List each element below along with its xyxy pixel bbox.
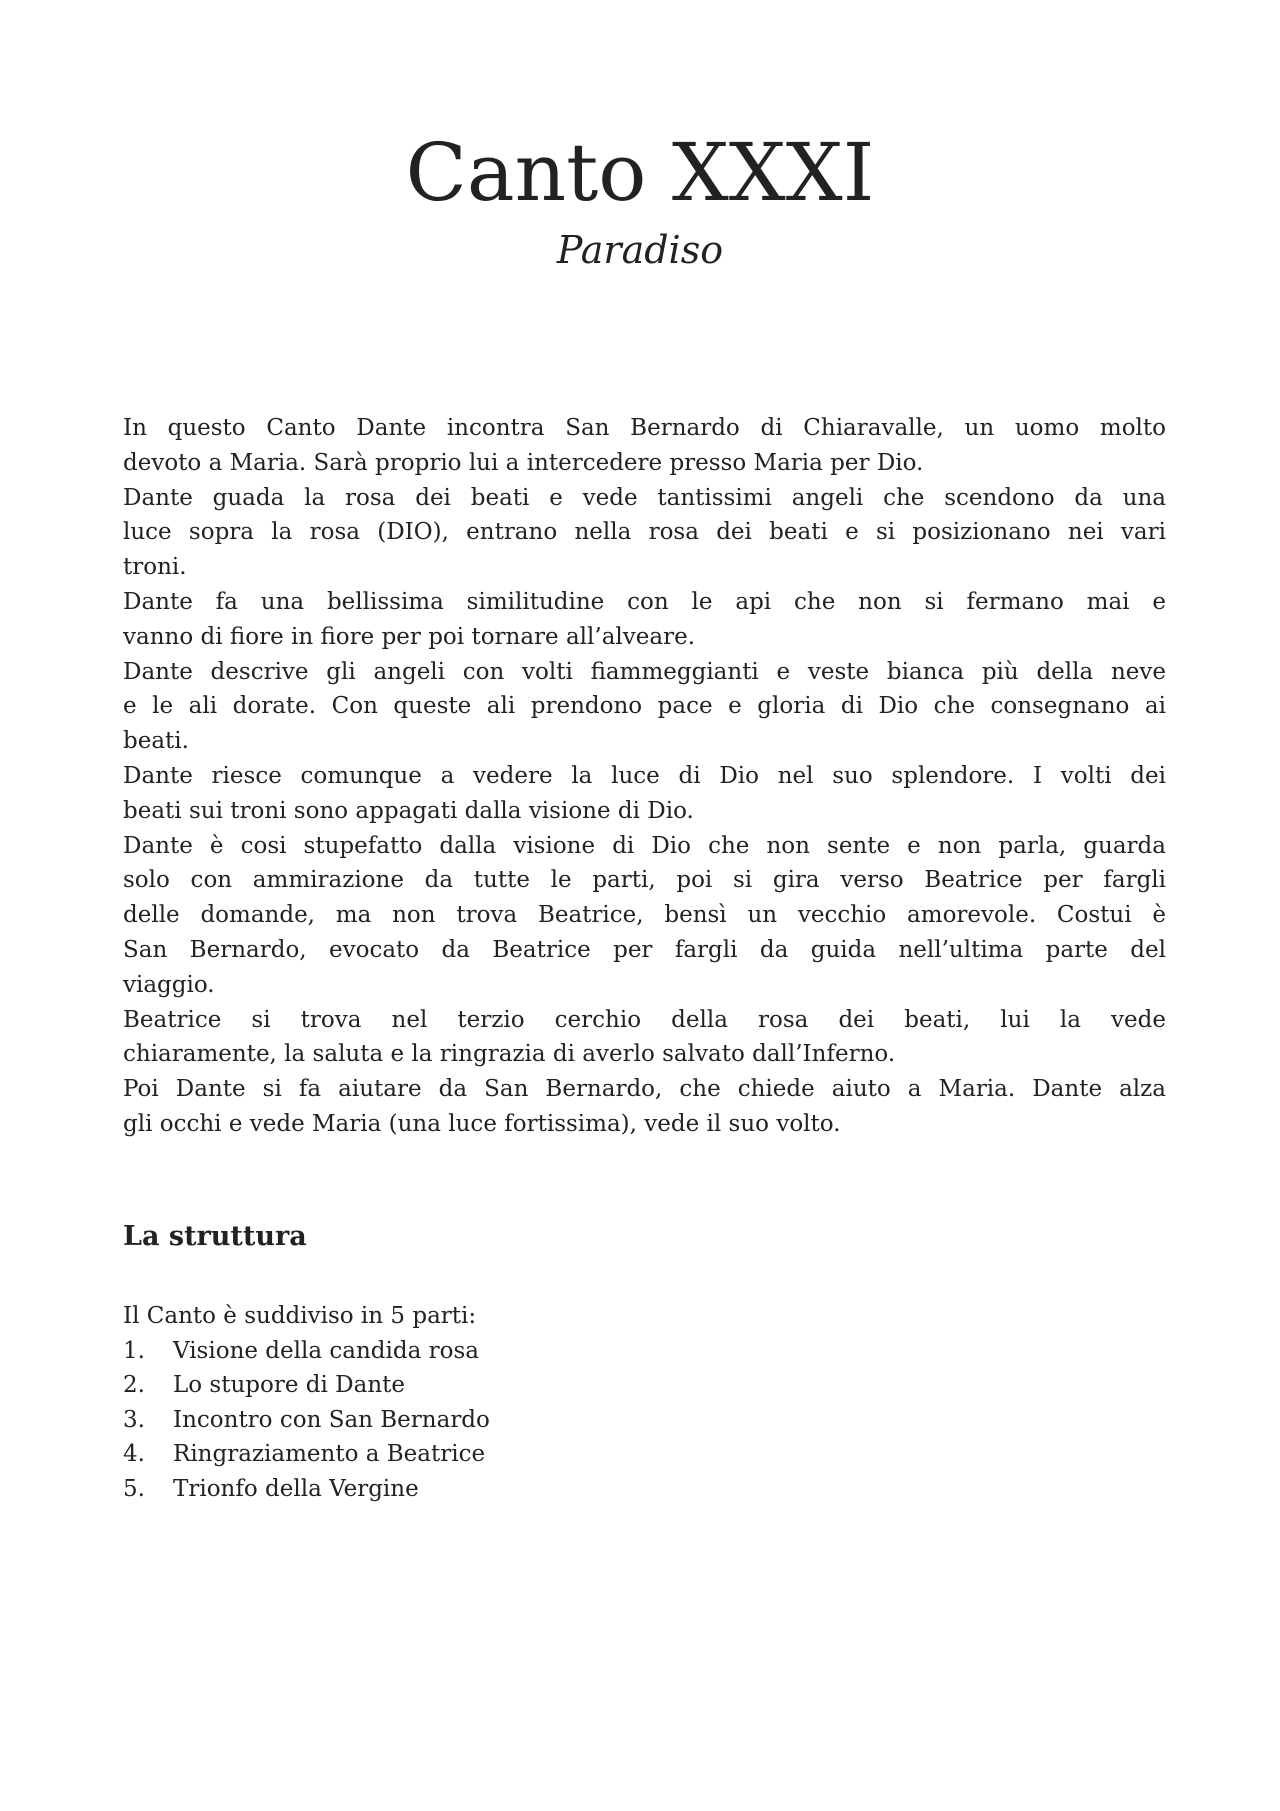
text-line: vanno di fiore in fiore per poi tornare all’alveare. <box>123 623 696 650</box>
text-line: Dante fa una bellissima similitudine con le api che non si fermano mai e <box>123 588 1166 615</box>
text-line: Dante descrive gli angeli con volti fiammeggianti e veste bianca più della neve <box>123 658 1166 685</box>
list-item <box>123 1368 490 1403</box>
list-item-number: 4. <box>123 1441 145 1467</box>
list-item-number: 3. <box>123 1406 145 1433</box>
paragraph <box>123 585 1166 655</box>
text-line: beati sui troni sono appagati dalla visione di Dio. <box>123 797 694 824</box>
section-heading: La struttura <box>123 1221 307 1252</box>
text-line: e le ali dorate. Con queste ali prendono pace e gloria di Dio che consegnano ai <box>123 693 1166 720</box>
paragraph <box>123 1003 1166 1073</box>
text-line: viaggio. <box>123 971 215 998</box>
list-item-number: 2. <box>123 1372 145 1398</box>
text-line: chiaramente, la saluta e la ringrazia di averlo salvato dall’Inferno. <box>123 1041 896 1068</box>
structure-list <box>123 1299 490 1506</box>
text-line: Dante riesce comunque a vedere la luce di Dio nel suo splendore. I volti dei <box>123 762 1166 789</box>
list-item-text: Trionfo della Vergine <box>173 1475 419 1502</box>
text-line: solo con ammirazione da tutte le parti, poi si gira verso Beatrice per fargli <box>123 867 1166 894</box>
list-item <box>123 1437 490 1472</box>
list-intro: Il Canto è suddiviso in 5 parti: <box>123 1303 477 1329</box>
paragraph <box>123 759 1166 829</box>
list-item-number: 5. <box>123 1475 145 1502</box>
text-line: Beatrice si trova nel terzio cerchio della rosa dei beati, lui la vede <box>123 1006 1166 1033</box>
text-line: devoto a Maria. Sarà proprio lui a intercedere presso Maria per Dio. <box>123 449 924 476</box>
text-line: Dante è cosi stupefatto dalla visione di Dio che non sente e non parla, guarda <box>123 832 1166 859</box>
page-subtitle: Paradiso <box>556 228 724 272</box>
list-item-text: Visione della candida rosa <box>173 1337 479 1364</box>
paragraph <box>123 655 1166 759</box>
paragraph <box>123 829 1166 1003</box>
text-line: Poi Dante si fa aiutare da San Bernardo, che chiede aiuto a Maria. Dante alza <box>123 1076 1166 1103</box>
list-item-text: Incontro con San Bernardo <box>173 1406 490 1433</box>
text-line: San Bernardo, evocato da Beatrice per fargli da guida nell’ultima parte del <box>123 936 1166 963</box>
text-line: gli occhi e vede Maria (una luce fortissima), vede il suo volto. <box>123 1110 841 1137</box>
text-line: In questo Canto Dante incontra San Bernardo di Chiaravalle, un uomo molto <box>123 415 1166 441</box>
page-title: Canto XXXI <box>405 126 875 219</box>
paragraph <box>123 411 1166 481</box>
text-line: Dante guada la rosa dei beati e vede tantissimi angeli che scendono da una <box>123 484 1166 511</box>
body-text <box>123 411 1166 1142</box>
paragraph <box>123 1072 1166 1142</box>
paragraph <box>123 481 1166 585</box>
list-item-text: Lo stupore di Dante <box>173 1372 405 1398</box>
list-item-text: Ringraziamento a Beatrice <box>173 1441 486 1467</box>
text-line: troni. <box>123 554 187 581</box>
list-item <box>123 1334 490 1369</box>
text-line: beati. <box>123 728 189 755</box>
list-item-number: 1. <box>123 1337 145 1364</box>
text-line: luce sopra la rosa (DIO), entrano nella rosa dei beati e si posizionano nei vari <box>123 519 1166 546</box>
list-item <box>123 1403 490 1438</box>
text-line: delle domande, ma non trova Beatrice, bensì un vecchio amorevole. Costui è <box>123 902 1166 929</box>
list-item <box>123 1472 490 1507</box>
